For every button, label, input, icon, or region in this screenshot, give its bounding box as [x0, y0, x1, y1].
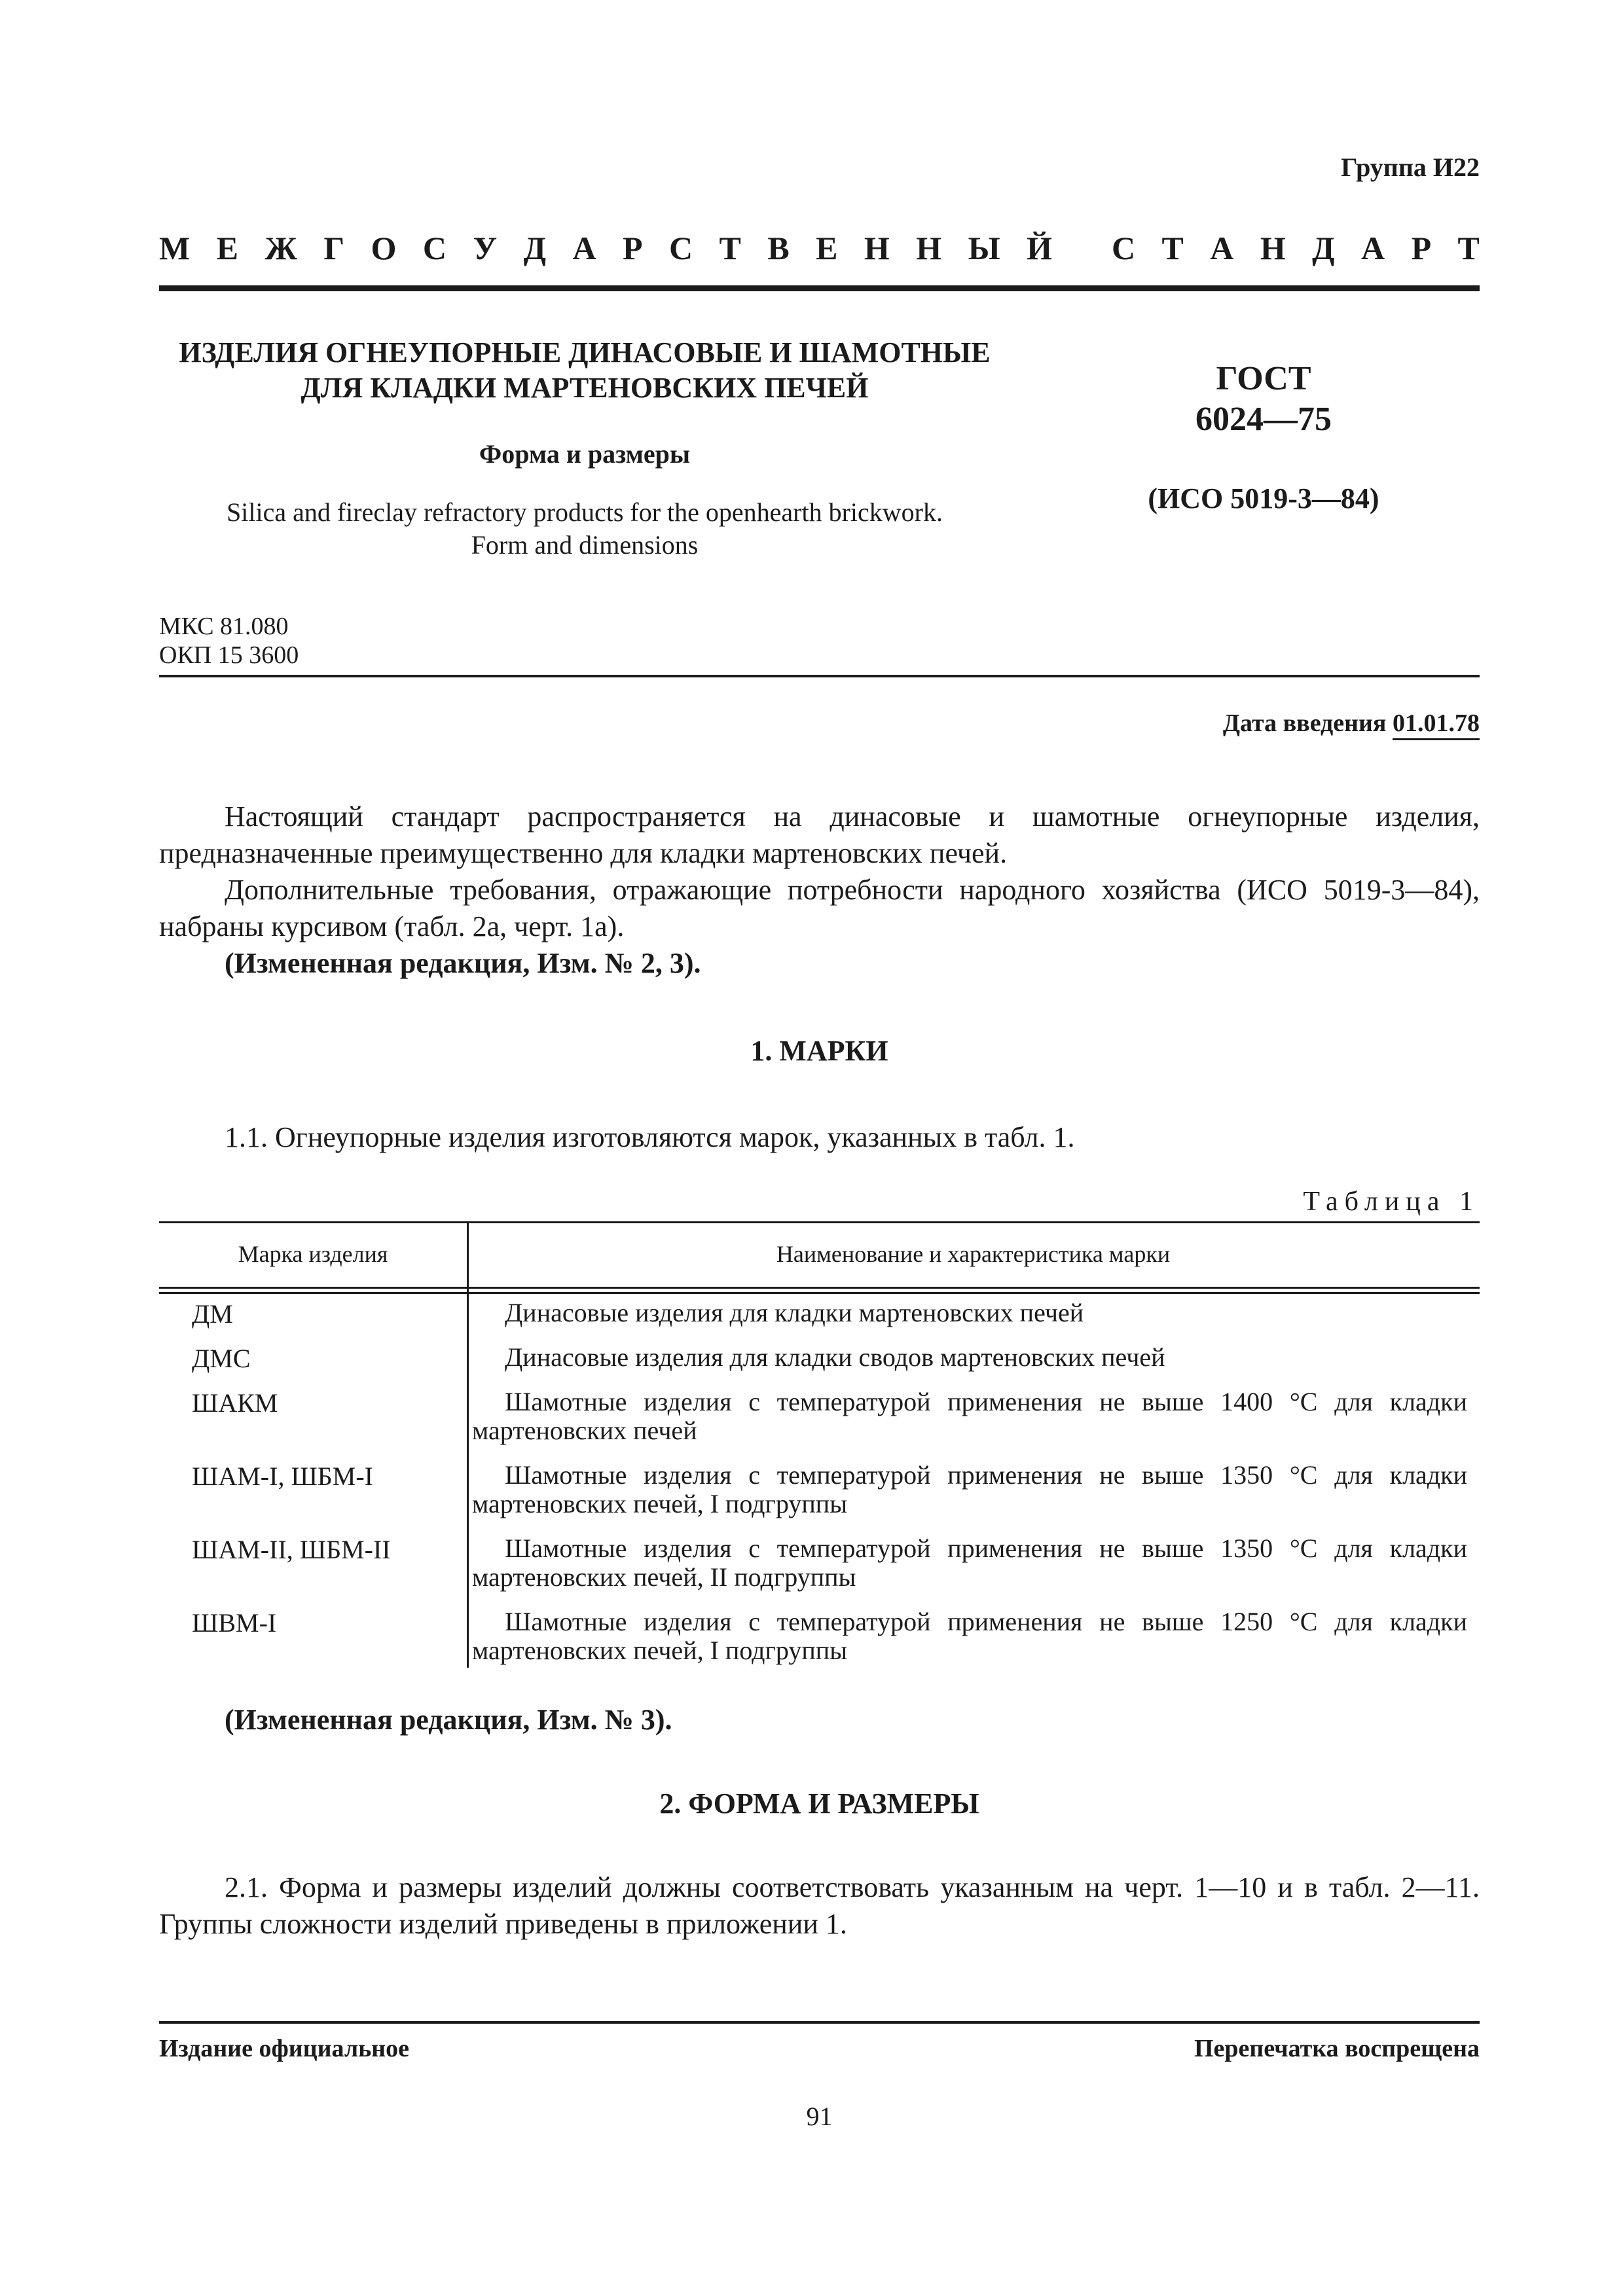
english-title-line-1: Silica and fireclay refractory products for the openhearth brickwork. — [227, 497, 943, 527]
introduction-date — [1113, 709, 1480, 738]
table-header-description: Наименование и характеристика марки — [776, 1241, 1171, 1267]
banner-letter: Е — [216, 230, 238, 266]
table-column-divider — [467, 1221, 469, 1668]
banner-letter: Н — [1260, 230, 1286, 266]
english-title — [159, 496, 1010, 562]
section-1-edit-note: (Измененная редакция, Изм. № 3). — [225, 1704, 672, 1736]
mks-code: МКС 81.080 — [159, 613, 289, 640]
banner-letter: Й — [1027, 230, 1053, 266]
banner-letter: С — [668, 230, 693, 266]
row-code: ДМС — [192, 1344, 251, 1373]
banner-letter: Д — [523, 230, 547, 266]
date-value: 01.01.78 — [1393, 709, 1480, 740]
banner-letter: Р — [623, 230, 643, 266]
banner-letter: В — [767, 230, 790, 266]
banner-letter: С — [1111, 230, 1136, 266]
banner-letter: А — [572, 230, 596, 266]
banner-word-gap — [1079, 229, 1085, 267]
clause-1-1: 1.1. Огнеупорные изделия изготовляются марок, указанных в табл. 1. — [225, 1121, 1075, 1153]
group-code: Группа И22 — [1341, 152, 1480, 182]
table-header-rule-1 — [159, 1287, 1480, 1289]
table-1-label: Таблица 1 — [1303, 1187, 1480, 1217]
banner-letter: О — [371, 230, 397, 266]
english-title-line-2: Form and dimensions — [471, 530, 699, 560]
gost-designation — [1074, 359, 1453, 440]
table-header-rule-2 — [159, 1292, 1480, 1294]
okp-code: ОКП 15 3600 — [159, 641, 299, 669]
interstate-standard-banner — [159, 229, 1480, 267]
banner-letter: Ы — [968, 230, 1000, 266]
section-2-heading: 2. ФОРМА И РАЗМЕРЫ — [659, 1787, 979, 1820]
banner-letter: М — [159, 230, 191, 266]
row-description: Динасовые изделия для кладки сводов мартеновских печей — [505, 1342, 1165, 1372]
clause-2-1: 2.1. Форма и размеры изделий должны соответствовать указанным на черт. 1—10 и в табл. 2—11. Группы сложности изделий приведены в приложении 1. — [159, 1871, 1480, 1940]
banner-letter: Д — [1312, 230, 1335, 266]
banner-letter: Н — [916, 230, 942, 266]
intro-paragraph-2: Дополнительные требования, отражающие потребности народного хозяйства (ИСО 5019-3—84), набраны курсивом (табл. 2а, черт. 1а). — [159, 874, 1480, 942]
reprint-prohibited-label: Перепечатка воспрещена — [1194, 2035, 1480, 2062]
header-rule-thick — [159, 285, 1480, 291]
banner-letter: С — [422, 230, 447, 266]
section-1-heading: 1. МАРКИ — [750, 1035, 888, 1067]
row-description: Шамотные изделия с температурой применения не выше 1250 °С для кладки мартеновских печей, I подгруппы — [472, 1607, 1467, 1665]
row-description: Шамотные изделия с температурой применения не выше 1400 °С для кладки мартеновских печей — [472, 1387, 1467, 1445]
banner-letter: Г — [323, 230, 345, 266]
row-description: Динасовые изделия для кладки мартеновских печей — [505, 1298, 1084, 1327]
table-header-code: Марка изделия — [238, 1241, 388, 1267]
row-code: ШАМ-I, ШБМ-I — [192, 1462, 373, 1491]
row-code: ШАКМ — [192, 1388, 278, 1418]
intro-edit-note: (Измененная редакция, Изм. № 2, 3). — [225, 947, 701, 979]
document-subtitle: Форма и размеры — [479, 439, 691, 469]
classification-codes — [159, 612, 299, 670]
banner-letter: Т — [719, 230, 741, 266]
banner-letter: Р — [1411, 230, 1432, 266]
footer-rule — [159, 2021, 1480, 2024]
row-code: ШВМ-I — [192, 1608, 277, 1638]
title-line-1: ИЗДЕЛИЯ ОГНЕУПОРНЫЕ ДИНАСОВЫЕ И ШАМОТНЫЕ — [179, 336, 991, 368]
codes-rule — [159, 675, 1480, 677]
banner-letter: Е — [816, 230, 838, 266]
banner-letter: А — [1361, 230, 1385, 266]
date-label: Дата введения — [1222, 709, 1387, 737]
banner-letter: Т — [1161, 230, 1184, 266]
gost-number: 6024—75 — [1195, 401, 1332, 438]
banner-letter: Ж — [264, 230, 297, 266]
banner-letter: У — [473, 230, 498, 266]
row-description: Шамотные изделия с температурой применения не выше 1350 °С для кладки мартеновских печей, I подгруппы — [472, 1460, 1467, 1518]
page-number: 91 — [806, 2102, 833, 2131]
gost-label: ГОСТ — [1216, 360, 1311, 397]
row-code: ШАМ-II, ШБМ-II — [192, 1535, 391, 1564]
row-description: Шамотные изделия с температурой применения не выше 1350 °С для кладки мартеновских печей, II подгруппы — [472, 1534, 1467, 1592]
official-edition-label: Издание официальное — [159, 2035, 410, 2062]
banner-letter: Т — [1457, 230, 1480, 266]
document-title — [159, 335, 1010, 406]
iso-reference: (ИСО 5019-3—84) — [1148, 482, 1379, 514]
row-code: ДМ — [192, 1299, 233, 1329]
intro-paragraph-1: Настоящий стандарт распространяется на динасовые и шамотные огнеупорные изделия, предназначенные преимущественно для кладки мартеновских печей. — [159, 800, 1480, 869]
banner-letter: А — [1210, 230, 1234, 266]
banner-letter: Н — [864, 230, 890, 266]
title-line-2: ДЛЯ КЛАДКИ МАРТЕНОВСКИХ ПЕЧЕЙ — [301, 372, 869, 404]
